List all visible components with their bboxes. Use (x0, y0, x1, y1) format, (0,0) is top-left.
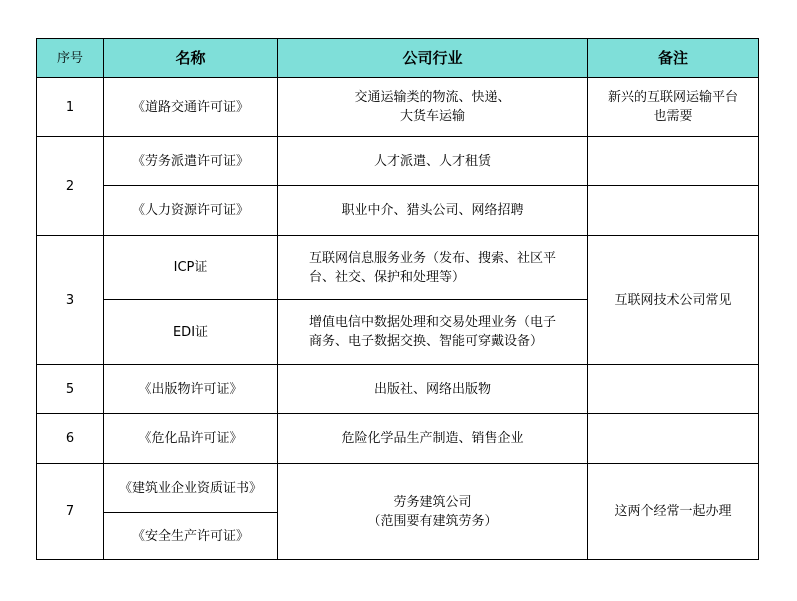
header-remark: 备注 (588, 39, 759, 78)
industry-cell: 危险化学品生产制造、销售企业 (278, 414, 588, 464)
table-row (37, 137, 759, 186)
row-number: 5 (37, 365, 104, 414)
industry-line: 互联网信息服务业务（发布、搜索、社区平 (308, 250, 556, 266)
license-name: 《出版物许可证》 (104, 365, 278, 414)
license-name: 《道路交通许可证》 (104, 78, 278, 137)
remark-cell (588, 365, 759, 414)
remark-cell: 互联网技术公司常见 (588, 236, 759, 365)
license-name: EDI证 (104, 300, 278, 365)
industry-line: 台、社交、保护和处理等） (308, 269, 465, 285)
license-name: 《安全生产许可证》 (104, 513, 278, 560)
industry-cell (278, 300, 588, 365)
license-name: 《人力资源许可证》 (104, 186, 278, 236)
industry-line: （范围要有建筑劳务） (367, 513, 498, 529)
row-number: 6 (37, 414, 104, 464)
remark-cell (588, 414, 759, 464)
remark-cell (588, 78, 759, 137)
header-no: 序号 (37, 39, 104, 78)
license-name: 《劳务派遣许可证》 (104, 137, 278, 186)
header-name: 名称 (104, 39, 278, 78)
industry-cell: 人才派遣、人才租赁 (278, 137, 588, 186)
table-header-row (37, 39, 759, 78)
industry-text (309, 249, 556, 287)
industry-cell: 出版社、网络出版物 (278, 365, 588, 414)
table-row (37, 236, 759, 300)
remark-line: 新兴的互联网运输平台 (607, 90, 738, 105)
header-industry: 公司行业 (278, 39, 588, 78)
row-number: 7 (37, 464, 104, 560)
industry-cell (278, 78, 588, 137)
industry-line: 商务、电子数据交换、智能可穿戴设备） (308, 334, 543, 349)
row-number: 3 (37, 236, 104, 365)
remark-cell (588, 186, 759, 236)
industry-cell: 职业中介、猎头公司、网络招聘 (278, 186, 588, 236)
remark-cell (588, 137, 759, 186)
industry-cell (278, 236, 588, 300)
license-name: 《危化品许可证》 (104, 414, 278, 464)
remark-line: 也需要 (653, 109, 693, 124)
industry-line: 劳务建筑公司 (393, 494, 472, 510)
row-number: 1 (37, 78, 104, 137)
industry-line: 增值电信中数据处理和交易处理业务（电子 (308, 315, 556, 330)
industry-text (309, 313, 556, 351)
remark-cell: 这两个经常一起办理 (588, 464, 759, 560)
license-table (36, 38, 759, 560)
table-row (37, 186, 759, 236)
table-row (37, 78, 759, 137)
table-row (37, 365, 759, 414)
industry-cell (278, 464, 588, 560)
table-row (37, 464, 759, 513)
row-number: 2 (37, 137, 104, 236)
license-name: 《建筑业企业资质证书》 (104, 464, 278, 513)
industry-line: 大货车运输 (399, 109, 465, 124)
license-name: ICP证 (104, 236, 278, 300)
table-row (37, 414, 759, 464)
industry-line: 交通运输类的物流、快递、 (354, 90, 511, 105)
